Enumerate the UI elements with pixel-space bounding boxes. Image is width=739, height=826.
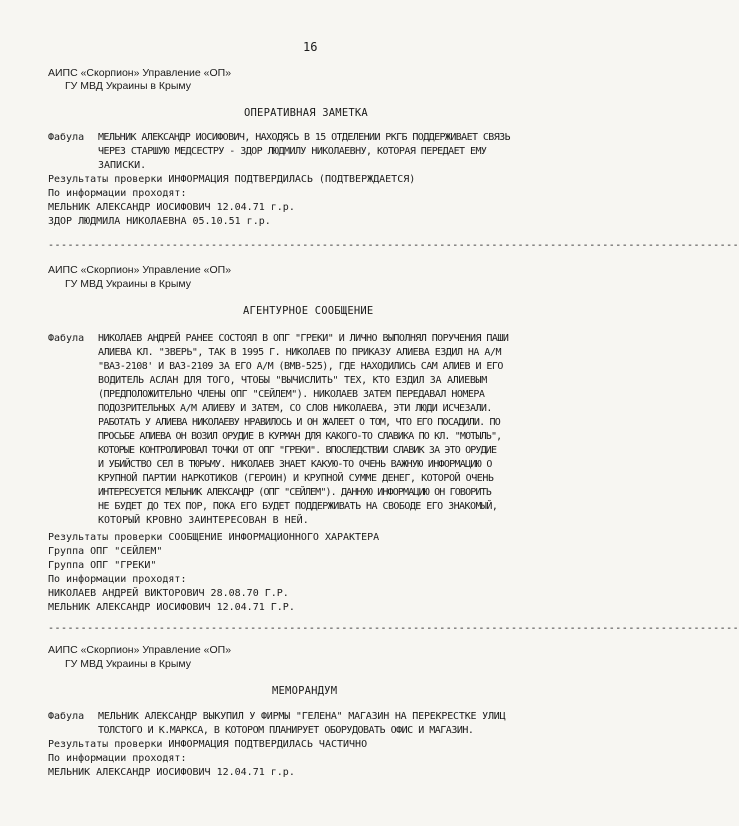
section-3-fabula-line: МЕЛЬНИК АЛЕКСАНДР ВЫКУПИЛ У ФИРМЫ "ГЕЛЕНА" МАГАЗИН НА ПЕРЕКРЕСТКЕ УЛИЦ <box>98 711 506 722</box>
section-3-header-line2: ГУ МВД Украины в Крыму <box>65 658 192 670</box>
section-2-fabula-line: И УБИЙСТВО СЕЛ В ТЮРЬМУ. НИКОЛАЕВ ЗНАЕТ КАКУЮ-ТО ОЧЕНЬ ВАЖНУЮ ИНФОРМАЦИЮ О <box>98 459 492 470</box>
section-3-result: Результаты проверки ИНФОРМАЦИЯ ПОДТВЕРДИЛАСЬ ЧАСТИЧНО <box>48 739 368 750</box>
section-3-person: МЕЛЬНИК АЛЕКСАНДР ИОСИФОВИЧ 12.04.71 г.р. <box>48 767 295 778</box>
section-divider: ---------------------------------------------------------------------------------------------------------- <box>48 240 739 251</box>
section-2-fabula-line: КРУПНОЙ ПАРТИИ НАРКОТИКОВ (ГЕРОИН) И КРУПНОЙ СУММЕ ДЕНЕГ, КОТОРОЙ ОЧЕНЬ <box>98 473 494 484</box>
section-2-fabula-line: ПРОСЬБЕ АЛИЕВА ОН ВОЗИЛ ОРУДИЕ В КУРМАН ДЛЯ КАКОГО-ТО СЛАВИКА ПО КЛ. "МОТЫЛЬ", <box>98 431 502 442</box>
section-2-person: НИКОЛАЕВ АНДРЕЙ ВИКТОРОВИЧ 28.08.70 Г.Р. <box>48 588 289 599</box>
section-divider: ---------------------------------------------------------------------------------------------------------- <box>48 623 739 634</box>
section-2-header-line1: АИПС «Скорпион» Управление «ОП» <box>48 264 232 276</box>
section-3-header-line1: АИПС «Скорпион» Управление «ОП» <box>48 644 232 656</box>
section-2-fabula-label: Фабула <box>48 333 85 344</box>
section-1-title: ОПЕРАТИВНАЯ ЗАМЕТКА <box>244 107 368 119</box>
section-2-fabula-line: КОТОРЫЕ КОНТРОЛИРОВАЛ ТОЧКИ ОТ ОПГ "ГРЕКИ". ВПОСЛЕДСТВИИ СЛАВИК ЗА ЭТО ОРУДИЕ <box>98 445 497 456</box>
section-2-fabula-line: РАБОТАТЬ У АЛИЕВА НИКОЛАЕВУ НРАВИЛОСЬ И ОН ЖАЛЕЕТ О ТОМ, ЧТО ЕГО ПОСАДИЛИ. ПО <box>98 417 500 428</box>
section-3-fabula-line: ТОЛСТОГО И К.МАРКСА, В КОТОРОМ ПЛАНИРУЕТ ОБОРУДОВАТЬ ОФИС И МАГАЗИН. <box>98 725 474 736</box>
section-2-result: Результаты проверки СООБЩЕНИЕ ИНФОРМАЦИОННОГО ХАРАКТЕРА <box>48 532 380 543</box>
section-2-header-line2: ГУ МВД Украины в Крыму <box>65 278 192 290</box>
section-3-title: МЕМОРАНДУМ <box>272 685 338 697</box>
section-1-fabula-line: МЕЛЬНИК АЛЕКСАНДР ИОСИФОВИЧ, НАХОДЯСЬ В 15 ОТДЕЛЕНИИ РКГБ ПОДДЕРЖИВАЕТ СВЯЗЬ <box>98 132 510 143</box>
section-2-fabula-line: "ВАЗ-2108' И ВАЗ-2109 ЗА ЕГО А/М (ВМВ-525), ГДЕ НАХОДИЛИСЬ САМ АЛИЕВ И ЕГО <box>98 361 503 372</box>
section-2-fabula-line: КОТОРЫЙ КРОВНО ЗАИНТЕРЕСОВАН В НЕЙ. <box>98 515 309 526</box>
section-1-person: МЕЛЬНИК АЛЕКСАНДР ИОСИФОВИЧ 12.04.71 г.р. <box>48 202 295 213</box>
section-1-header-line2: ГУ МВД Украины в Крыму <box>65 80 192 92</box>
section-3-fabula-label: Фабула <box>48 711 85 722</box>
section-2-fabula-line: ИНТЕРЕСУЕТСЯ МЕЛЬНИК АЛЕКСАНДР (ОПГ "СЕЙЛЕМ"). ДАННУЮ ИНФОРМАЦИЮ ОН ГОВОРИТЬ <box>98 487 491 498</box>
section-2-group: Группа ОПГ "СЕЙЛЕМ" <box>48 546 163 557</box>
section-1-persons-heading: По информации проходят: <box>48 188 187 199</box>
section-1-fabula-line: ЧЕРЕЗ СТАРШУЮ МЕДСЕСТРУ - ЗДОР ЛЮДМИЛУ НИКОЛАЕВНУ, КОТОРАЯ ПЕРЕДАЕТ ЕМУ <box>98 146 487 157</box>
section-2-fabula-line: АЛИЕВА КЛ. "ЗВЕРЬ", ТАК В 1995 Г. НИКОЛАЕВ ПО ПРИКАЗУ АЛИЕВА ЕЗДИЛ НА А/М <box>98 347 501 358</box>
section-1-fabula-label: Фабула <box>48 132 85 143</box>
page-number: 16 <box>303 40 318 54</box>
section-2-title: АГЕНТУРНОЕ СООБЩЕНИЕ <box>243 305 374 317</box>
section-1-header-line1: АИПС «Скорпион» Управление «ОП» <box>48 67 232 79</box>
section-2-persons-heading: По информации проходят: <box>48 574 187 585</box>
section-2-fabula-line: (ПРЕДПОЛОЖИТЕЛЬНО ЧЛЕНЫ ОПГ "СЕЙЛЕМ"). НИКОЛАЕВ ЗАТЕМ ПЕРЕДАВАЛ НОМЕРА <box>98 389 485 400</box>
section-2-person: МЕЛЬНИК АЛЕКСАНДР ИОСИФОВИЧ 12.04.71 Г.Р. <box>48 602 295 613</box>
section-2-fabula-line: НЕ БУДЕТ ДО ТЕХ ПОР, ПОКА ЕГО БУДЕТ ПОДДЕРЖИВАТЬ НА СВОБОДЕ ЕГО ЗНАКОМЫЙ, <box>98 501 498 512</box>
section-2-fabula-line: НИКОЛАЕВ АНДРЕЙ РАНЕЕ СОСТОЯЛ В ОПГ "ГРЕКИ" И ЛИЧНО ВЫПОЛНЯЛ ПОРУЧЕНИЯ ПАШИ <box>98 333 509 344</box>
section-2-group: Группа ОПГ "ГРЕКИ" <box>48 560 157 571</box>
section-1-result: Результаты проверки ИНФОРМАЦИЯ ПОДТВЕРДИЛАСЬ (ПОДТВЕРЖДАЕТСЯ) <box>48 174 416 185</box>
section-2-fabula-line: ПОДОЗРИТЕЛЬНЫХ А/М АЛИЕВУ И ЗАТЕМ, СО СЛОВ НИКОЛАЕВА, ЭТИ ЛЮДИ ИСЧЕЗАЛИ. <box>98 403 492 414</box>
section-1-fabula-line: ЗАПИСКИ. <box>98 160 147 171</box>
section-3-persons-heading: По информации проходят: <box>48 753 187 764</box>
section-1-person: ЗДОР ЛЮДМИЛА НИКОЛАЕВНА 05.10.51 г.р. <box>48 216 271 227</box>
section-2-fabula-line: ВОДИТЕЛЬ АСЛАН ДЛЯ ТОГО, ЧТОБЫ "ВЫЧИСЛИТЬ" ТЕХ, КТО ЕЗДИЛ ЗА АЛИЕВЫМ <box>98 375 487 386</box>
